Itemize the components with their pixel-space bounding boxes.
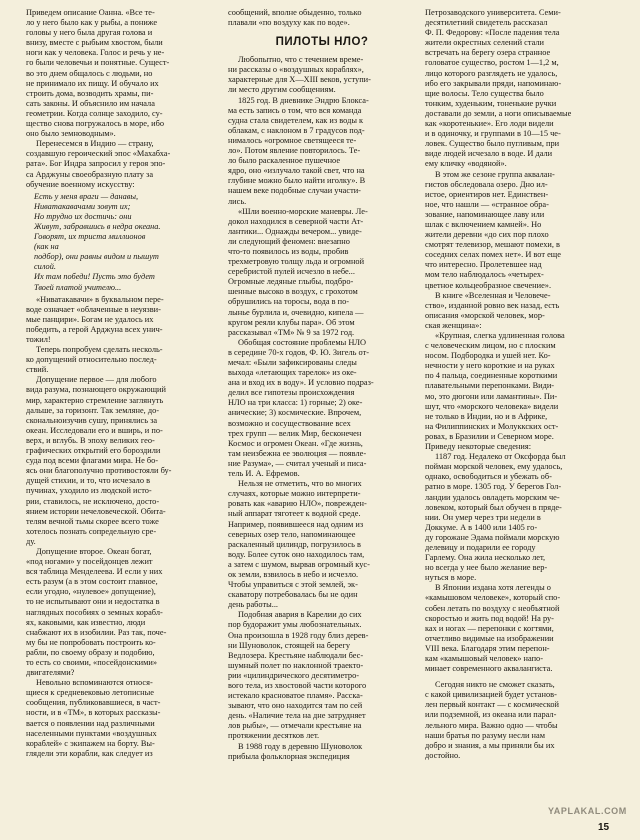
paragraph: Подобная авария в Карелии до сих пор будоражит умы любознательных. Она произошла в 1928 году близ дерев- ни Шуноволок, стоящей на берегу Ведлозера. Крестьяне наблюдали бес- шумный полет по наклонной траекто- рии «цилиндрического десятиметро- вого тела, из хвостовой части которого истекало красноватое пламя». Расска- зывают, что оно находится там по сей день. «Наличие тела на дне затрудняет лов рыбы», — отмечали крестьяне на протяжении десятков лет.: [228, 610, 369, 741]
paragraph: Сегодня никто не сможет сказать, с какой цивилизацией будет установ- лен первый контакт — с космической или подземной, из океана или парал- лельного мира. Важно одно — чтобы наши братья по разуму несли нам добро и знания, а мы приняли бы их достойно.: [425, 680, 560, 760]
paragraph: Петрозаводского университета. Семи- десятилетний свидетель рассказал Ф. П. Федорову: «После падения тела жители окрестных селений стали встречать на берегу озера странное головатое существо, ростом 1—1,2 м, лицо которого разглядеть не удалось, ибо его закрывали пряди, напоминаю- щие волосы. Тело существа было тонким, худеньким, тоненькие ручки доставали до земли, а ноги описываемые как «коротенькие». Его лоди видели и в одиночку, и группами в 10—15 че- ловек. Существо было пугливым, при виде людей исчезало в воде. И дали ему кличку «водяной».: [425, 8, 572, 169]
paragraph: Допущение первое — для любого вида разума, познающего окружающий мир, характерно стремление заглянуть дальше, за горизонт. Так земляне, до- скональноизучив сушу, принялись за океан. Исследовали его и вширь, и по- верх, и вглубь. В эпоху великих гео- графических открытий его бороздили суда под всеми флагами мира. Не бо- ясь они благополучно противостояли бу- дущей стихии, и то, что исчезало в пучинах, уходило из людской исто- рии, ставилось, не исключено, досто- янием истории нечеловеческой. Обита- телям вечной тьмы скорее всего тоже хотелось познать сопредельную сре- ду.: [26, 375, 172, 546]
paragraph: В этом же сезоне группа аквалан- гистов обследовала озеро. Дно ил- истое, ориентиров нет. Единствен- ное, что нашли — «странное обра- зование, напоминающее лаву или шлак с включением камней». Но жители деревни «до сих пор плохо смотрят телевизор, мешают помехи, в соседних селах помех нет». И вот еще что интересно. Пролетевшее над мом тело наблюдалось «четырех- цветное кольцеобразное свечение».: [425, 169, 561, 290]
column-left: [26, 8, 214, 759]
paragraph: сообщений, вполне обыденно, только плавали «по воздуху как по воде».: [228, 8, 362, 28]
paragraph: Невольно вспоминаются относя- щиеся к средневековью летописные сообщения, публиковавшиеся, в част- ности, и в «ТМ», в которых рассказы- вается о появлении над различными населенными пунктами «воздушных кораблей» с экипажем на борту. Вы- глядели эти корабли, как следует из: [26, 678, 161, 758]
column-right: [425, 8, 617, 761]
paragraph: Нельзя не отметить, что во многих случаях, которые можно интерпрети- ровать как «аварию НЛО», поврежден- ный аппарат тяготеет к водной среде. Например, появившееся над одним из северных озер тело, напоминающее раскаленный цилиндр, погрузилось в воду. Более суток оно находилось там, а затем с шумом, вырвав огромный кус- ок земли, взвилось в небо и исчезло. Чтобы управиться с этой землей, эк- скаватору потребовалась бы не один день работы...: [228, 479, 370, 610]
paragraph: В книге «Вселенная и Человече- ство», изданной ровно век назад, есть описания «морской человек, мор- ская женщина»:: [425, 290, 560, 330]
paragraph: «Крупная, слегка удлиненная голова с человеческим лицом, но с плоским носом. Подбородка и ушей нет. Ко- нечности у него короткие и на руках по 4 пальца, соединенные короткими плавательными перепонками. Види- мо, это дюгони или ламантины». Пи- шут, что «морского человека» видели не только в Индии, но и в Африке, на Филиппинских и Молуккских ост- ровах, в Бразилии и Северном море. Приведу некоторые сведения:: [425, 331, 565, 452]
column-middle: [228, 8, 416, 762]
paragraph: 1187 год. Недалеко от Оксфорда был пойман морской человек, ему удалось, однако, освободиться и убежать об- ратно в море. 1305 год. У берегов Гол- ландии удалось овладеть морским че- ловеком, который был обучен в пряде- нии. Он умер через три недели в Доккуме. А в 1400 или 1405 го- ду горожане Эдама поймали морскую делевицу и подарили ее городу Гарлему. Она жила несколько лет, но всегда у нее было желание вер- нуться в море.: [425, 452, 566, 583]
paragraph: «Ниватакавачи» в буквальном пере- воде означает «облаченные в неуязви- мые панцири». Богам не удалось их победить, а герой Арджуна всех унич- тожил!: [26, 294, 164, 344]
section-heading: ПИЛОТЫ НЛО?: [275, 36, 369, 49]
paragraph: Теперь попробуем сделать несколь- ко допущений относительно послед- ствий.: [26, 345, 163, 375]
watermark: YAPLAKAL.COM: [548, 806, 627, 816]
paragraph: В Японии издана хотя легенды о «камышовом человеке», который спо- собен летать по воздуху с необъятной скоростью и жить под водой! На ру- ках и ногах — перепонки с когтями, отчетливо видимые на изображении VIII века. Благодаря этим перепон- кам «камышовый человек» напо- минает современного аквалангиста.: [425, 583, 561, 674]
paragraph: Перенесемся в Индию — страну, создавшую героический эпос «Махабха- рата». Бог Индра запросил у героя эпо- са Арджуны своеобразную плату за обучение военному искусству:: [26, 139, 171, 189]
page-number: 15: [598, 822, 610, 833]
paragraph: Приведем описание Оанна. «Все те- ло у него было как у рыбы, а пониже головы у него была другая голова и внизу, вместе с рыбьим хвостом, были ноги как у человека. Голос и речь у не- го были человечьи и понятные. Сущест- во это днем общалось с людьми, но не принимало их пищу. И обучало их строить дома, возводить храмы, пи- сать законы. И объяснило им начала геометрии. Когда солнце заходило, су- щество снова погружалось в море, ибо оно было земноводным».: [26, 8, 170, 139]
paragraph: 1825 год. В дневнике Эндрю Блокса- ма есть запись о том, что вся команда судна стала свидетелем, как из воды к облакам, с наклоном в 7 градусов под- нималось «огромное светящееся те- ло». Потом явление повторилось. Те- ло было раскаленное пушечное ядро, оно «излучало такой свет, что на глубине можно было найти иголку». В нашем веке подобные случаи участи- лись.: [228, 95, 369, 206]
paragraph: В 1988 году в деревню Шуноволок прибыла фольклорная экспедиция: [228, 741, 363, 761]
paragraph: Любопытно, что с течением време- ни рассказы о «воздушных кораблях», характерные для X—XIII веков, уступи- ли место другим сообщениям.: [228, 55, 371, 95]
paragraph: «Шли военно-морские маневры. Ле- докол находился в северной части Ат- лантики... Однажды вечером... увиде- ли следующий феномен: внезапно что-то появилось из воды, пробив трехметровую толщу льда и огромной серебристой пулей исчезло в небе... Огромные ледяные глыбы, подбро- шенные высоко в воздух, с грохотом обрушились на торосы, вода в по- лынье бурлила и, очевидно, кипела — кругом реяли клубы пара». Об этом рассказывал «ТМ» № 9 за 1972 год.: [228, 206, 368, 337]
poem-quote: Есть у меня враги — данавы, Ниватакавачами зовут их; Но трудно их достичь: они Живут, забравшись в недра океана. Говорят, их триста миллионов (как на подбор), они равны видом и пышут силой. Их там победи! Пусть это будет Твоей платой учителю...: [34, 191, 161, 292]
paragraph: Допущение второе. Океан богат, «под ногами» у посейдонцев лежит вся таблица Менделеева. И если у них есть разум (а в этом состоит главное, если угодно, «нулевое» допущение), то не испытывают они и недостатка в наглядных пособиях о земных корабл- ях, каковыми, как известно, люди снабжают их в изобилии. Раз так, поче- му бы не попробовать построить ко- рабли, по своему образу и подобию, то есть со своими, «посейдонскими» двигателями?: [26, 546, 167, 678]
paragraph: Обобщая состояние проблемы НЛО в середине 70-х годов, Ф. Ю. Зигель от- мечал: «Были зафиксированы следы выхода «летающих тарелок» из оке- ана и вход их в воду». И условно подраз- делил все гипотезы происхождения НЛО на три класса: 1) горные; 2) оке- анические; 3) космические. Впрочем, возможно и сосуществование всех трех групп — велик Мир, бесконечен Космос и огромен Океан. «Где жизнь, там неизбежна ее эволюция — появле- ние Разума», — считал ученый и писа- тель И. А. Ефремов.: [228, 337, 374, 479]
